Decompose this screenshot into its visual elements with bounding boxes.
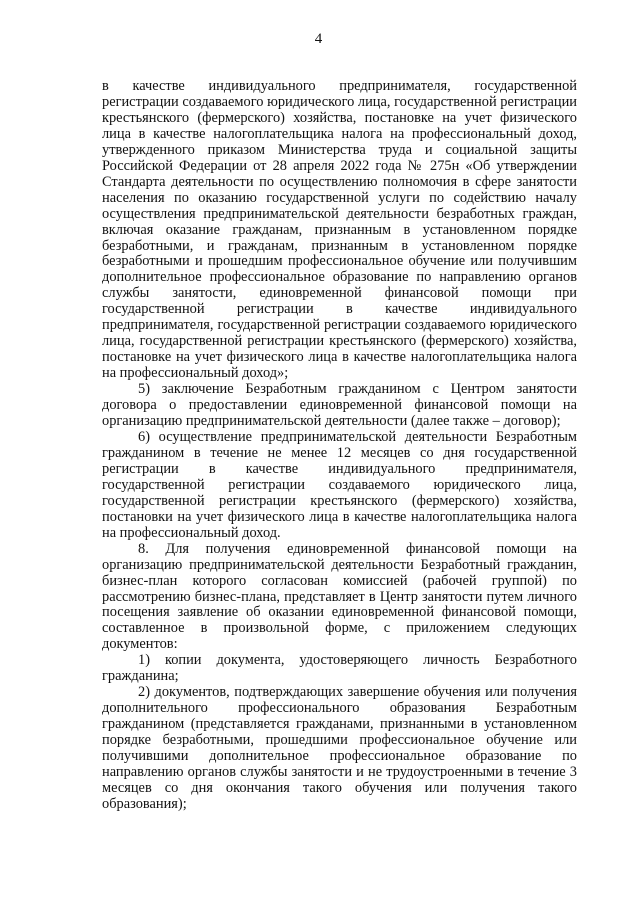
paragraph-item-5-contract: 5) заключение Безработным гражданином с Центром занятости договора о предоставлении единовременной финансовой помощи на организацию предпринимательской деятельности (далее также – договор);	[102, 381, 577, 430]
paragraph-standard-reference: в качестве индивидуального предпринимателя, государственной регистрации создаваемого юридического лица, государственной регистрации крестьянского (фермерского) хозяйства, постановке на учет физического лица в качестве налогоплательщика налога на профессиональный доход, утвержденного приказом Министерства труда и социальной защиты Российской Федерации от 28 апреля 2022 года № 275н «Об утверждении Стандарта деятельности по осуществлению полномочия в сфере занятости населения по оказанию государственной услуги по содействию началу осуществления предпринимательской деятельности безработных граждан, включая оказание гражданам, признанным в установленном порядке безработными, и гражданам, признанным в установленном порядке безработными и прошедшим профессиональное обучение или получившим дополнительное профессиональное образование по направлению органов службы занятости, единовременной финансовой помощи при государственной регистрации в качестве индивидуального предпринимателя, государственной регистрации создаваемого юридического лица, государственной регистрации крестьянского (фермерского) хозяйства, постановке на учет физического лица в качестве налогоплательщика налога на профессиональный доход»;	[102, 78, 577, 382]
paragraph-item-1-identity-document: 1) копии документа, удостоверяющего личность Безработного гражданина;	[102, 652, 577, 685]
document-body	[102, 79, 577, 813]
paragraph-item-2-training-documents: 2) документов, подтверждающих завершение обучения или получения дополнительного профессионального образования Безработным гражданином (представляется гражданами, признанными в установленном порядке безработными, прошедшими профессиональное обучение или получившими дополнительное профессиональное образование по направлению органов службы занятости и не трудоустроенными в течение 3 месяцев со дня окончания такого обучения или получения такого образования);	[102, 684, 577, 812]
paragraph-section-8-application: 8. Для получения единовременной финансовой помощи на организацию предпринимательской деятельности Безработный гражданин, бизнес-план которого согласован комиссией (рабочей группой) по рассмотрению бизнес-плана, представляет в Центр занятости путем личного посещения заявление об оказании единовременной финансовой помощи, составленное в произвольной форме, с приложением следующих документов:	[102, 540, 577, 653]
page-number: 4	[314, 31, 323, 47]
paragraph-item-6-business-activity: 6) осуществление предпринимательской деятельности Безработным гражданином в течение не менее 12 месяцев со дня государственной регистрации в качестве индивидуального предпринимателя, государственной регистрации создаваемого юридического лица, государственной регистрации крестьянского (фермерского) хозяйства, постановки на учет физического лица в качестве налогоплательщика налога на профессиональный доход.	[102, 428, 577, 541]
